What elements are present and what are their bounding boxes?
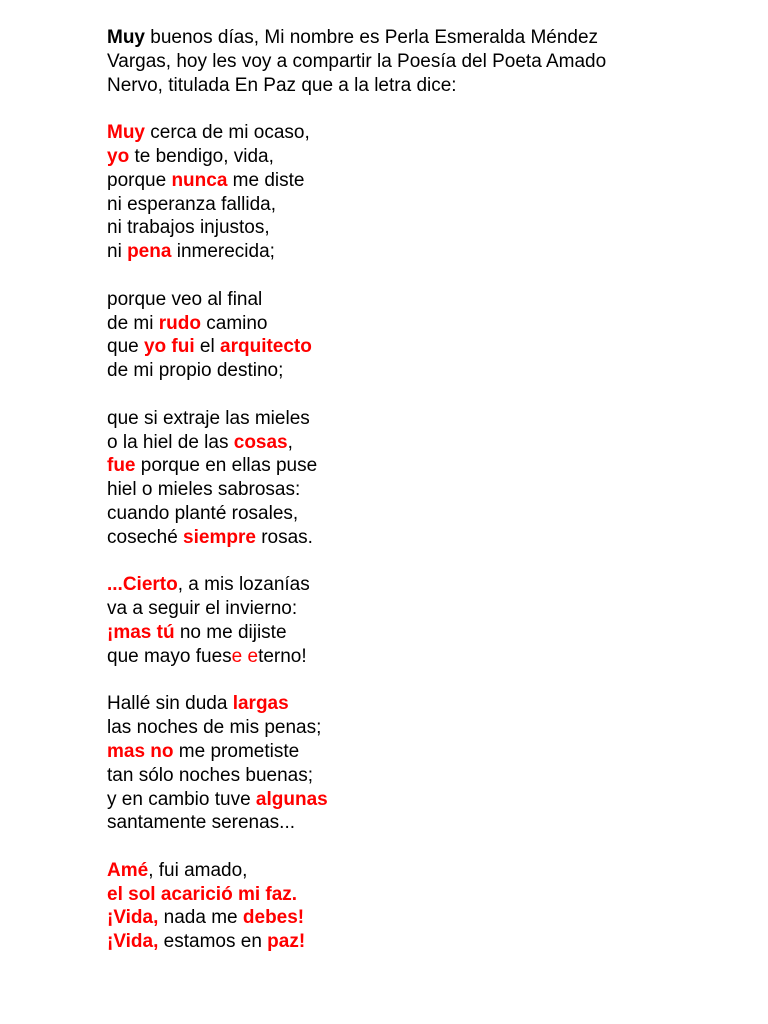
text-line: Nervo, titulada En Paz que a la letra dice: xyxy=(107,74,457,96)
poem-line: coseché siempre rosas. xyxy=(107,526,313,548)
poem-stanza-3 xyxy=(107,407,768,550)
poem-line: Muy cerca de mi ocaso, xyxy=(107,122,310,144)
poem-line: que mayo fuese eterno! xyxy=(107,645,307,667)
poem-line: tan sólo noches buenas; xyxy=(107,764,313,786)
poem-line: mas no me prometiste xyxy=(107,740,300,762)
poem-line: de mi rudo camino xyxy=(107,312,268,334)
poem-line: ni pena inmerecida; xyxy=(107,241,275,263)
poem-stanza-1 xyxy=(107,121,768,264)
intro-paragraph xyxy=(107,26,768,97)
poem-stanza-5 xyxy=(107,692,768,835)
poem-line: santamente serenas... xyxy=(107,812,295,834)
poem-line: y en cambio tuve algunas xyxy=(107,788,328,810)
poem-line: ¡mas tú no me dijiste xyxy=(107,621,287,643)
poem-line: ¡Vida, estamos en paz! xyxy=(107,931,306,953)
poem-line: Amé, fui amado, xyxy=(107,859,248,881)
poem-line: ...Cierto, a mis lozanías xyxy=(107,574,310,596)
text-line: Muy buenos días, Mi nombre es Perla Esmeralda Méndez xyxy=(107,27,599,48)
poem-line: yo te bendigo, vida, xyxy=(107,145,274,167)
poem-line: cuando planté rosales, xyxy=(107,502,299,524)
poem-line: hiel o mieles sabrosas: xyxy=(107,479,301,501)
poem-line: ni trabajos injustos, xyxy=(107,217,270,239)
poem-line: porque veo al final xyxy=(107,288,263,310)
poem-line: ni esperanza fallida, xyxy=(107,193,276,215)
poem-line: las noches de mis penas; xyxy=(107,717,322,739)
poem-stanza-6 xyxy=(107,859,768,954)
poem-line: el sol acarició mi faz. xyxy=(107,883,298,905)
poem-line: fue porque en ellas puse xyxy=(107,455,318,477)
text-line: Vargas, hoy les voy a compartir la Poesía del Poeta Amado xyxy=(107,50,607,72)
poem-line: de mi propio destino; xyxy=(107,360,284,382)
poem-line: porque nunca me diste xyxy=(107,169,305,191)
poem-line: Hallé sin duda largas xyxy=(107,693,289,715)
poem-line: que yo fui el arquitecto xyxy=(107,336,312,358)
poem-line: que si extraje las mieles xyxy=(107,407,310,429)
poem-line: ¡Vida, nada me debes! xyxy=(107,907,305,929)
poem-stanza-2 xyxy=(107,288,768,383)
poem-line: o la hiel de las cosas, xyxy=(107,431,293,453)
poem-line: va a seguir el invierno: xyxy=(107,598,298,620)
poem-stanza-4 xyxy=(107,573,768,668)
